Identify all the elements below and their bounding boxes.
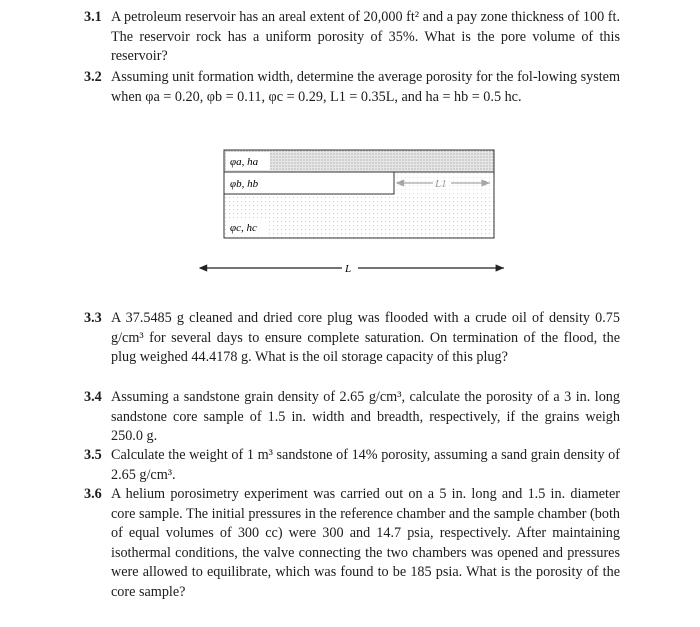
problem-text-part-a: Assuming unit formation width, determine the average porosity for the fol-lowing system when [111,69,620,105]
problem-text: A helium porosimetry experiment was carried out on a 5 in. long and 1.5 in. diameter core sample. The initial pressures in the reference chamber and the sample chamber (both of equal volumes of 300 cc) were 300 and 14.7 psia, respectively. After maintaining isothermal conditions, the valve connecting the two chambers was opened and pressures were allowed to equilibrate, which was found to be 185 psia. What is the porosity of the core sample? [111,486,620,600]
problem-number: 3.1 [84,9,102,25]
problem-number: 3.3 [84,310,102,326]
problem-3-4 [84,388,620,447]
problem-text: Calculate the weight of 1 m³ sandstone of 14% porosity, assuming a sand grain density of 2.65 g/cm³. [111,447,620,483]
problem-number: 3.4 [84,389,102,405]
problem-text [111,68,620,107]
problem-3-6 [84,485,620,603]
problem-3-1 [84,8,620,67]
problem-number: 3.6 [84,486,102,502]
layer-b-label: φb, hb [230,178,259,190]
l-label: L [345,263,352,275]
problem-3-2 [84,68,620,107]
porosity-layers-diagram [192,144,512,279]
layer-c-label: φc, hc [230,222,257,234]
problem-text: A 37.5485 g cleaned and dried core plug was flooded with a crude oil of density 0.75 g/cm³ for several days to ensure complete saturation. On termination of the flood, the plug weighed 44.4178 g. What is the oil storage capacity of this plug? [111,310,620,366]
layer-c-right-fill [395,173,494,195]
problem-number: 3.2 [84,69,102,85]
problem-3-3 [84,309,620,368]
layer-a-label: φa, ha [230,156,259,168]
problem-text: A petroleum reservoir has an areal extent of 20,000 ft² and a pay zone thickness of 100 ft. The reservoir rock has a uniform porosity of 35%. What is the pore volume of this reservoir? [111,9,620,65]
problem-3-5 [84,446,620,485]
problem-number: 3.5 [84,447,102,463]
problem-text: Assuming a sandstone grain density of 2.65 g/cm³, calculate the porosity of a 3 in. long sandstone core sample of 1.5 in. width and breadth, respectively, if the grains weigh 250.0 g. [111,389,620,445]
problem-text-part-b: φa = 0.20, φb = 0.11, φc = 0.29, L1 = 0.35L, and ha = hb = 0.5 hc. [145,88,522,105]
